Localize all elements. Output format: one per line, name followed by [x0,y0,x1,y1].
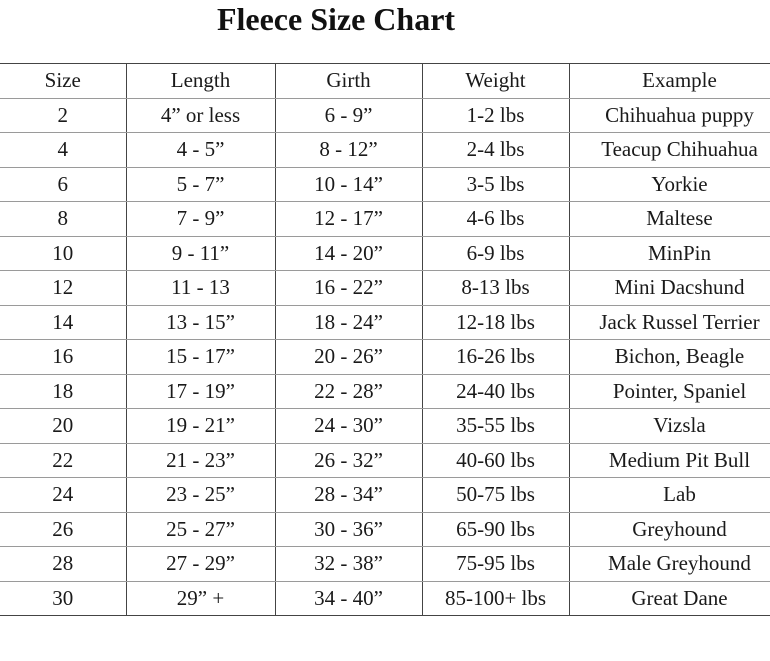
size-cell: 26 [0,512,126,547]
girth-cell: 34 - 40” [275,581,422,616]
weight-cell: 1-2 lbs [422,98,569,133]
girth-cell: 28 - 34” [275,478,422,513]
weight-cell: 16-26 lbs [422,340,569,375]
table-row [0,98,770,133]
length-cell: 29” + [126,581,275,616]
example-cell: Maltese [569,202,770,237]
length-cell: 4” or less [126,98,275,133]
table-row [0,236,770,271]
example-cell: Pointer, Spaniel [569,374,770,409]
size-cell: 10 [0,236,126,271]
table-row [0,340,770,375]
girth-cell: 30 - 36” [275,512,422,547]
girth-cell: 24 - 30” [275,409,422,444]
column-header-weight: Weight [422,64,569,99]
size-cell: 8 [0,202,126,237]
size-chart-table [0,63,770,616]
table-row [0,374,770,409]
weight-cell: 40-60 lbs [422,443,569,478]
girth-cell: 22 - 28” [275,374,422,409]
weight-cell: 3-5 lbs [422,167,569,202]
table-row [0,133,770,168]
size-cell: 28 [0,547,126,582]
size-cell: 14 [0,305,126,340]
example-cell: Bichon, Beagle [569,340,770,375]
length-cell: 27 - 29” [126,547,275,582]
example-cell: Greyhound [569,512,770,547]
size-cell: 20 [0,409,126,444]
table-row [0,409,770,444]
size-cell: 18 [0,374,126,409]
example-cell: Great Dane [569,581,770,616]
example-cell: Medium Pit Bull [569,443,770,478]
table-row [0,581,770,616]
length-cell: 25 - 27” [126,512,275,547]
table-body [0,98,770,616]
example-cell: Lab [569,478,770,513]
length-cell: 23 - 25” [126,478,275,513]
table-row [0,305,770,340]
column-header-length: Length [126,64,275,99]
size-cell: 6 [0,167,126,202]
table-row [0,167,770,202]
weight-cell: 8-13 lbs [422,271,569,306]
header-row [0,64,770,99]
size-cell: 22 [0,443,126,478]
weight-cell: 12-18 lbs [422,305,569,340]
size-cell: 4 [0,133,126,168]
girth-cell: 32 - 38” [275,547,422,582]
length-cell: 21 - 23” [126,443,275,478]
weight-cell: 24-40 lbs [422,374,569,409]
girth-cell: 20 - 26” [275,340,422,375]
length-cell: 9 - 11” [126,236,275,271]
example-cell: Teacup Chihuahua [569,133,770,168]
weight-cell: 35-55 lbs [422,409,569,444]
table-row [0,443,770,478]
column-header-example: Example [569,64,770,99]
weight-cell: 50-75 lbs [422,478,569,513]
length-cell: 15 - 17” [126,340,275,375]
girth-cell: 10 - 14” [275,167,422,202]
weight-cell: 2-4 lbs [422,133,569,168]
example-cell: Mini Dacshund [569,271,770,306]
table-row [0,512,770,547]
example-cell: Yorkie [569,167,770,202]
column-header-girth: Girth [275,64,422,99]
table-row [0,271,770,306]
example-cell: Vizsla [569,409,770,444]
page-title: Fleece Size Chart [216,1,456,37]
weight-cell: 65-90 lbs [422,512,569,547]
girth-cell: 8 - 12” [275,133,422,168]
table-row [0,202,770,237]
example-cell: Jack Russel Terrier [569,305,770,340]
girth-cell: 18 - 24” [275,305,422,340]
girth-cell: 26 - 32” [275,443,422,478]
weight-cell: 6-9 lbs [422,236,569,271]
girth-cell: 12 - 17” [275,202,422,237]
example-cell: Chihuahua puppy [569,98,770,133]
weight-cell: 4-6 lbs [422,202,569,237]
size-cell: 24 [0,478,126,513]
column-header-size: Size [0,64,126,99]
table-row [0,478,770,513]
size-cell: 30 [0,581,126,616]
girth-cell: 6 - 9” [275,98,422,133]
length-cell: 13 - 15” [126,305,275,340]
example-cell: MinPin [569,236,770,271]
example-cell: Male Greyhound [569,547,770,582]
weight-cell: 75-95 lbs [422,547,569,582]
length-cell: 19 - 21” [126,409,275,444]
size-cell: 16 [0,340,126,375]
length-cell: 5 - 7” [126,167,275,202]
length-cell: 4 - 5” [126,133,275,168]
length-cell: 11 - 13 [126,271,275,306]
girth-cell: 16 - 22” [275,271,422,306]
girth-cell: 14 - 20” [275,236,422,271]
table-row [0,547,770,582]
length-cell: 7 - 9” [126,202,275,237]
weight-cell: 85-100+ lbs [422,581,569,616]
length-cell: 17 - 19” [126,374,275,409]
size-cell: 12 [0,271,126,306]
size-cell: 2 [0,98,126,133]
